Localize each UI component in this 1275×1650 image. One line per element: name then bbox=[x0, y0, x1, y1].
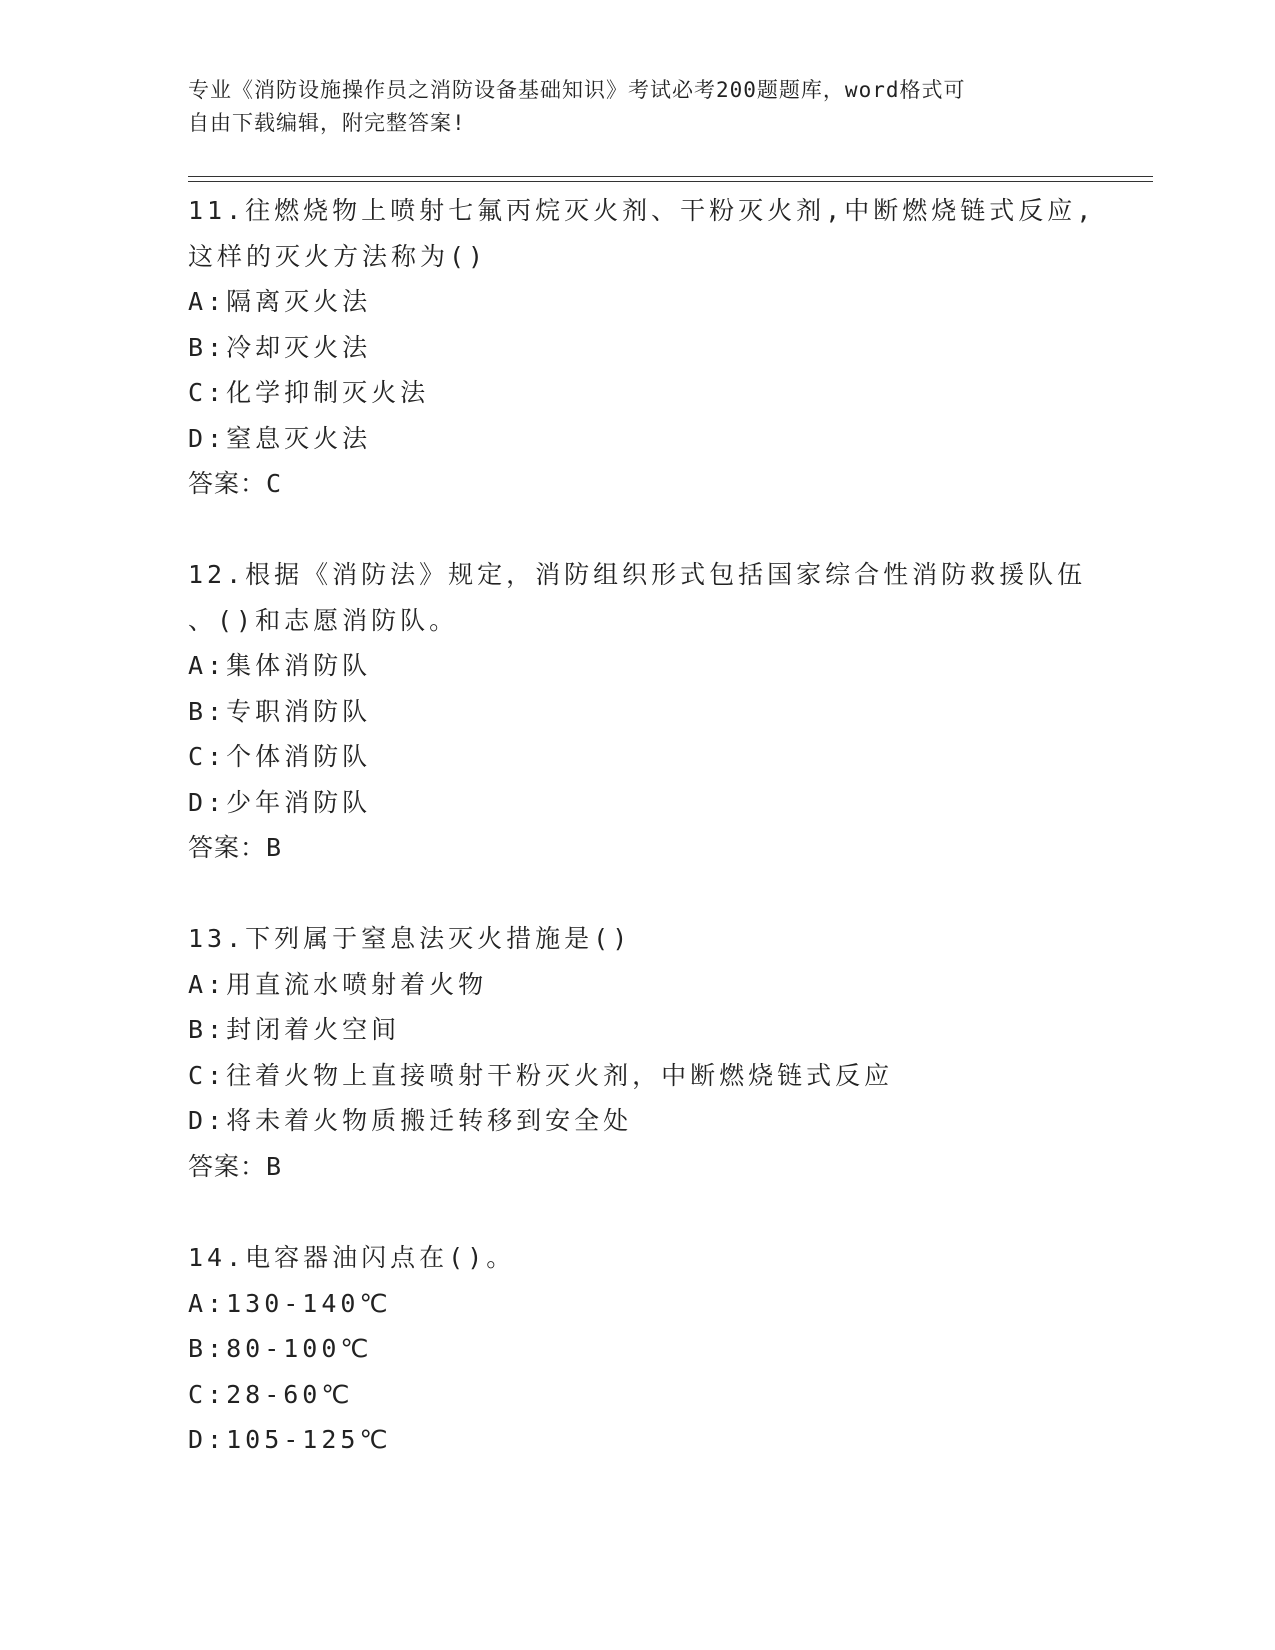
header-line-1: 专业《消防设施操作员之消防设备基础知识》考试必考200题题库，word格式可 bbox=[188, 78, 966, 102]
question-stem-line: 、()和志愿消防队。 bbox=[188, 605, 459, 635]
document-header bbox=[188, 74, 1088, 140]
question-14 bbox=[188, 1235, 1088, 1463]
question-13 bbox=[188, 916, 1088, 1189]
header-divider-bottom bbox=[188, 181, 1153, 182]
option-d: D:将未着火物质搬迁转移到安全处 bbox=[188, 1106, 633, 1135]
option-c: C:个体消防队 bbox=[188, 742, 372, 771]
answer-line: 答案：B bbox=[188, 833, 283, 862]
question-stem-line: 这样的灭火方法称为() bbox=[188, 241, 488, 271]
question-12 bbox=[188, 552, 1088, 871]
option-a: A:用直流水喷射着火物 bbox=[188, 969, 488, 999]
answer-line: 答案：B bbox=[188, 1151, 283, 1181]
option-b: B:封闭着火空间 bbox=[188, 1015, 401, 1044]
option-b: B:冷却灭火法 bbox=[188, 332, 372, 362]
question-stem-line: 13.下列属于窒息法灭火措施是() bbox=[188, 924, 632, 953]
question-stem-line: 12.根据《消防法》规定，消防组织形式包括国家综合性消防救援队伍 bbox=[188, 560, 1087, 589]
question-stem-line: 14.电容器油闪点在()。 bbox=[188, 1243, 516, 1272]
option-a: A:隔离灭火法 bbox=[188, 287, 372, 316]
option-d: D:窒息灭火法 bbox=[188, 423, 372, 453]
option-b: B:专职消防队 bbox=[188, 696, 372, 726]
option-c: C:往着火物上直接喷射干粉灭火剂，中断燃烧链式反应 bbox=[188, 1060, 894, 1090]
question-stem-line: 11.往燃烧物上喷射七氟丙烷灭火剂、干粉灭火剂,中断燃烧链式反应, bbox=[188, 196, 1096, 225]
answer-line: 答案：C bbox=[188, 469, 283, 498]
option-d: D:105-125℃ bbox=[188, 1425, 392, 1454]
header-line-2: 自由下载编辑，附完整答案! bbox=[188, 111, 466, 135]
option-a: A:集体消防队 bbox=[188, 651, 372, 680]
header-divider-top bbox=[188, 176, 1153, 177]
question-11 bbox=[188, 188, 1096, 507]
option-b: B:80-100℃ bbox=[188, 1334, 373, 1363]
option-d: D:少年消防队 bbox=[188, 787, 372, 817]
option-c: C:28-60℃ bbox=[188, 1379, 354, 1409]
option-a: A:130-140℃ bbox=[188, 1288, 392, 1318]
option-c: C:化学抑制灭火法 bbox=[188, 378, 430, 407]
